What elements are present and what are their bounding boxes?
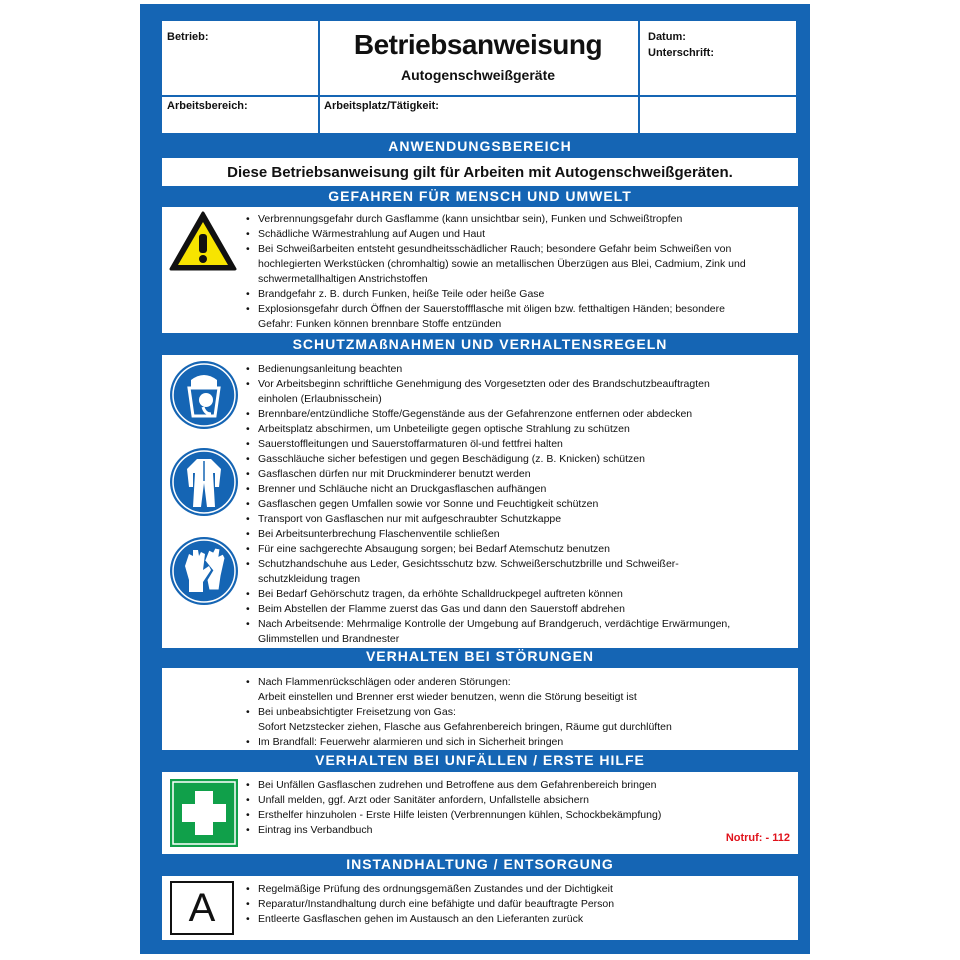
list-item: • Explosionsgefahr durch Öffnen der Sauerstoffflasche mit öligen bzw. fetthaltigen Händen; besondere: [244, 302, 792, 317]
section-heading-schutz: SCHUTZMAßNAHMEN UND VERHALTENSREGELN: [292, 336, 668, 352]
datum-box: [640, 21, 796, 95]
arbeitsbereich-box: [162, 97, 318, 133]
list-item: • Reparatur/Instandhaltung durch eine befähigte und dafür beauftragte Person: [244, 897, 792, 912]
list-item: • Schutzhandschuhe aus Leder, Gesichtsschutz bzw. Schweißerschutzbrille und Schweißer-: [244, 557, 792, 572]
betriebsanweisung-sheet: [140, 4, 810, 954]
datum-label: Datum:: [648, 31, 686, 43]
list-item: • Schädliche Wärmestrahlung auf Augen und Haut: [244, 227, 792, 242]
list-item: • Gasflaschen gegen Umfallen sowie vor Sonne und Feuchtigkeit schützen: [244, 497, 792, 512]
list-item: • Sauerstoffleitungen und Sauerstoffarmaturen öl-und fettfrei halten: [244, 437, 792, 452]
betrieb-box: [162, 21, 318, 95]
arbeitsplatz-box: [320, 97, 638, 133]
erste-hilfe-list: [244, 778, 792, 838]
waste-category-a-icon: [170, 881, 234, 935]
instandhaltung-list: [244, 882, 792, 927]
list-item: • Nach Arbeitsende: Mehrmalige Kontrolle der Umgebung auf Brandgeruch, verdächtige Erwärmungen,: [244, 617, 792, 632]
list-item-continuation: Gefahr: Funken können brennbare Stoffe entzünden: [258, 318, 502, 330]
list-item: • Bei Arbeitsunterbrechung Flaschenventile schließen: [244, 527, 792, 542]
list-item-continuation: einholen (Erlaubnisschein): [258, 393, 382, 405]
section-heading-erste-hilfe: VERHALTEN BEI UNFÄLLEN / ERSTE HILFE: [315, 752, 645, 768]
face-shield-icon: [169, 360, 239, 430]
arbeitsbereich-label: Arbeitsbereich:: [167, 100, 248, 112]
list-item-continuation: Arbeit einstellen und Brenner erst wieder benutzen, wenn die Störung beseitigt ist: [258, 691, 637, 703]
list-item: • Entleerte Gasflaschen gehen im Austausch an den Lieferanten zurück: [244, 912, 792, 927]
list-item: • Ersthelfer hinzuholen - Erste Hilfe leisten (Verbrennungen kühlen, Schockbekämpfung): [244, 808, 792, 823]
list-item: • Vor Arbeitsbeginn schriftliche Genehmigung des Vorgesetzten oder des Brandschutzbeauftragten: [244, 377, 792, 392]
page-title: Betriebsanweisung: [353, 29, 603, 60]
list-item: • Bei unbeabsichtigter Freisetzung von Gas:: [244, 705, 792, 720]
gloves-icon: [169, 536, 239, 606]
list-item: • Gasflaschen dürfen nur mit Druckminderer benutzt werden: [244, 467, 792, 482]
section-heading-gefahren: GEFAHREN FÜR MENSCH UND UMWELT: [328, 188, 632, 204]
first-aid-cross-icon: [170, 779, 238, 847]
list-item: • Gasschläuche sicher befestigen und gegen Beschädigung (z. B. Knicken) schützen: [244, 452, 792, 467]
section-heading-stoerungen: VERHALTEN BEI STÖRUNGEN: [365, 648, 595, 664]
list-item: • Bei Bedarf Gehörschutz tragen, da erhöhte Schalldruckpegel auftreten können: [244, 587, 792, 602]
list-item: • Für eine sachgerechte Absaugung sorgen; bei Bedarf Atemschutz benutzen: [244, 542, 792, 557]
empty-header-box: [640, 97, 796, 133]
list-item-continuation: Sofort Netzstecker ziehen, Flasche aus Gefahrenbereich bringen, Räume gut durchlüften: [258, 721, 672, 733]
waste-category-letter: A: [188, 886, 216, 930]
list-item: • Bedienungsanleitung beachten: [244, 362, 792, 377]
unterschrift-label: Unterschrift:: [648, 47, 715, 59]
list-item: • Brenner und Schläuche nicht an Druckgasflaschen aufhängen: [244, 482, 792, 497]
page-subtitle: Autogenschweißgeräte: [400, 67, 556, 83]
list-item: • Brennbare/entzündliche Stoffe/Gegenstände aus der Gefahrenzone entfernen oder abdecken: [244, 407, 792, 422]
section-heading-anwendungsbereich: ANWENDUNGSBEREICH: [388, 138, 572, 154]
stoerungen-list: [244, 675, 792, 750]
list-item-continuation: hochlegierten Werkstücken (chromhaltig) sowie an metallischen Überzügen aus Blei, Cadmium, Zink und: [258, 258, 746, 270]
list-item: • Brandgefahr z. B. durch Funken, heiße Teile oder heiße Gase: [244, 287, 792, 302]
list-item: • Unfall melden, ggf. Arzt oder Sanitäter anfordern, Unfallstelle absichern: [244, 793, 792, 808]
list-item: • Im Brandfall: Feuerwehr alarmieren und sich in Sicherheit bringen: [244, 735, 792, 750]
schutz-list: [244, 362, 792, 647]
list-item: • Nach Flammenrückschlägen oder anderen Störungen:: [244, 675, 792, 690]
arbeitsplatz-label: Arbeitsplatz/Tätigkeit:: [324, 100, 439, 112]
list-item: • Arbeitsplatz abschirmen, um Unbeteiligte gegen optische Strahlung zu schützen: [244, 422, 792, 437]
list-item: • Transport von Gasflaschen nur mit aufgeschraubter Schutzkappe: [244, 512, 792, 527]
scope-text: Diese Betriebsanweisung gilt für Arbeiten mit Autogenschweißgeräten.: [227, 164, 733, 181]
list-item-continuation: schwermetallhaltigen Anstrichstoffen: [258, 273, 428, 285]
notruf-number: Notruf: - 112: [725, 832, 790, 844]
list-item: • Bei Schweißarbeiten entsteht gesundheitsschädlicher Rauch; besondere Gefahr beim Schweißen von: [244, 242, 792, 257]
list-item: • Regelmäßige Prüfung des ordnungsgemäßen Zustandes und der Dichtigkeit: [244, 882, 792, 897]
warning-triangle-icon: [168, 210, 238, 272]
gefahren-list: [244, 212, 792, 332]
section-heading-instandhaltung: INSTANDHALTUNG / ENTSORGUNG: [346, 856, 614, 872]
list-item-continuation: Glimmstellen und Brandnester: [258, 633, 400, 645]
list-item: • Beim Abstellen der Flamme zuerst das Gas und dann den Sauerstoff abdrehen: [244, 602, 792, 617]
list-item-continuation: schutzkleidung tragen: [258, 573, 361, 585]
list-item: • Verbrennungsgefahr durch Gasflamme (kann unsichtbar sein), Funken und Schweißtropfen: [244, 212, 792, 227]
list-item: • Eintrag ins Verbandbuch: [244, 823, 792, 838]
betrieb-label: Betrieb:: [167, 31, 209, 43]
list-item: • Bei Unfällen Gasflaschen zudrehen und Betroffene aus dem Gefahrenbereich bringen: [244, 778, 792, 793]
protective-suit-icon: [169, 447, 239, 517]
